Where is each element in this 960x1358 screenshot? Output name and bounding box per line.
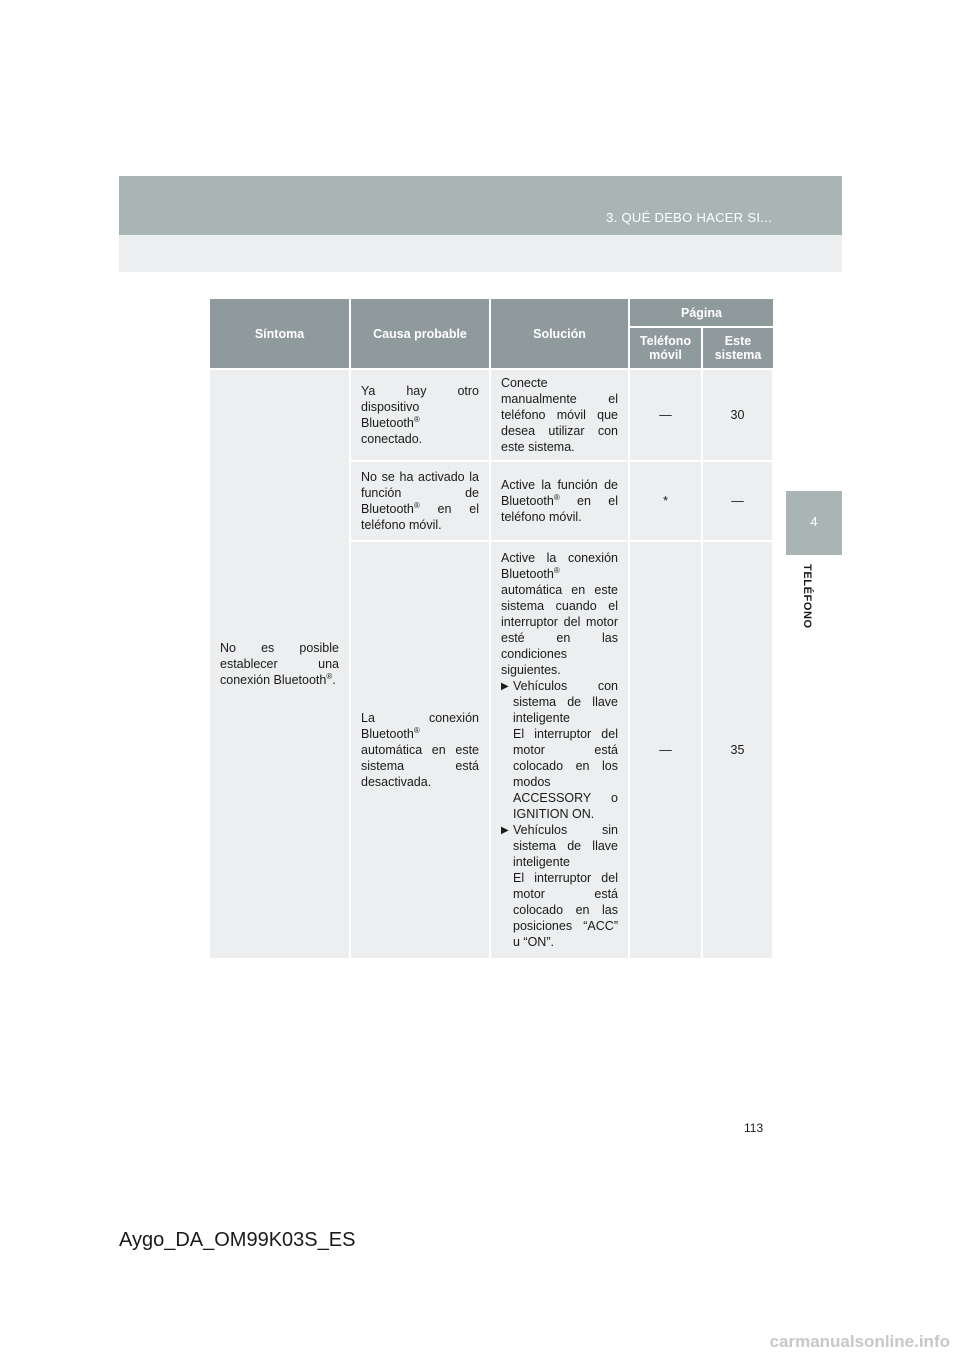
- chapter-label: TELÉFONO: [801, 564, 813, 629]
- header-sub-band: [119, 235, 842, 272]
- troubleshooting-table: [210, 299, 774, 960]
- page-phone-cell: *: [629, 461, 702, 541]
- col-header-page-system: Este sistema: [702, 327, 773, 369]
- table-row: [210, 369, 773, 461]
- bullet-no-smart-key: ▶ Vehículos sin sistema de llave inteligente El interruptor del motor está colocado en las posiciones “ACC” u “ON”.: [501, 823, 618, 949]
- triangle-bullet-icon: ▶: [501, 825, 509, 836]
- col-header-page-phone: Teléfono móvil: [629, 327, 702, 369]
- page-phone-cell: —: [629, 541, 702, 959]
- triangle-bullet-icon: ▶: [501, 681, 509, 692]
- document-code: Aygo_DA_OM99K03S_ES: [119, 1229, 356, 1251]
- col-header-symptom: Síntoma: [210, 299, 350, 369]
- cause-cell: La conexión Bluetooth® automática en este sistema está desactivada.: [350, 541, 490, 959]
- cause-cell: No se ha activado la función de Bluetooth® en el teléfono móvil.: [350, 461, 490, 541]
- solution-cell: Active la función de Bluetooth® en el teléfono móvil.: [490, 461, 629, 541]
- col-header-page: Página: [629, 299, 773, 327]
- chapter-number: 4: [810, 514, 818, 529]
- page-number: 113: [744, 1121, 764, 1135]
- page-system-cell: 35: [702, 541, 773, 959]
- page-system-cell: —: [702, 461, 773, 541]
- solution-cell: Conecte manualmente el teléfono móvil que desea utilizar con este sistema.: [490, 369, 629, 461]
- page-system-cell: 30: [702, 369, 773, 461]
- header-band: [119, 176, 842, 235]
- bullet-smart-key: ▶ Vehículos con sistema de llave inteligente El interruptor del motor está colocado en los modos ACCESSORY o IGNITION ON.: [501, 679, 618, 821]
- symptom-cell: No es posible establecer una conexión Bluetooth®.: [210, 369, 350, 959]
- section-title: 3. QUÉ DEBO HACER SI...: [606, 210, 772, 225]
- cause-cell: Ya hay otro dispositivo Bluetooth® conectado.: [350, 369, 490, 461]
- watermark: carmanualsonline.info: [769, 1332, 950, 1351]
- col-header-solution: Solución: [490, 299, 629, 369]
- page-phone-cell: —: [629, 369, 702, 461]
- col-header-cause: Causa probable: [350, 299, 490, 369]
- solution-cell: Active la conexión Bluetooth® automática en este sistema cuando el interruptor del motor esté en las condiciones siguientes. ▶ Vehículos con sistema de llave inteligente El interruptor del motor está colocado en los modos ACCESSORY o IGNITION ON. ▶ Vehículos sin sistema de llave inteligente El interruptor del motor está colocado en las posiciones “ACC” u “ON”.: [490, 541, 629, 959]
